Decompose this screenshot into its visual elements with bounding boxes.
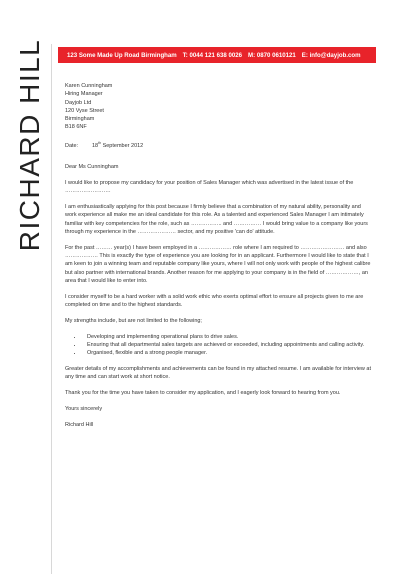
sender-address: 123 Some Made Up Road Birmingham [67, 51, 177, 59]
recipient-line: B18 6NF [65, 124, 87, 131]
signature-name: Richard Hill [65, 421, 94, 428]
letter-body [65, 82, 373, 436]
list-item: • Ensuring that all departmental sales targets are achieved or exceeded, including appointments and calling activity. [83, 341, 373, 349]
sender-name: RICHARD HILL [14, 38, 46, 252]
paragraph-resume: Greater details of my accomplishments and achievements can be found in my attached resume. I am available for interview at any time and can start work at short notice. [65, 365, 372, 381]
vertical-divider [51, 44, 52, 574]
recipient-line: Birmingham [65, 116, 95, 123]
paragraph-thanks: Thank you for the time you have taken to consider my application, and I eagerly look forward to hearing from you. [65, 390, 341, 397]
recipient-line: Karen Cunningham [65, 83, 113, 89]
sender-email: E: info@dayjob.com [301, 51, 361, 59]
closing: Yours sincerely [65, 405, 103, 412]
date-month-year: September 2012 [101, 142, 144, 149]
strengths-list [65, 333, 373, 358]
recipient-line: 120 Vyse Street [65, 107, 104, 114]
recipient-address [65, 82, 373, 132]
paragraph-strengths-intro: My strengths include, but are not limited to the following; [65, 317, 202, 324]
contact-bar [58, 47, 376, 63]
paragraph-work-ethic: I consider myself to be a hard worker with a solid work ethic who exerts optimal effort to ensure all projects given to me are completed on time and to the highest standards. [65, 293, 364, 308]
date-suffix: th [98, 140, 102, 145]
paragraph-experience: For the past ……… year(s) I have been employed in a ……………… role where I am required to …………………… and also ……………… This is exactly the type of experience you are looking for in an applicant. Furthermore I would like to state that I am keen to join a winning team and reputable company like yours, where I will not only work with people of the highest calibre but also partner with international brands. Another reason for me applying to your company is in the field of ………………, an area that I would like to enter into. [65, 244, 371, 284]
sender-mobile: M: 0870 0610121 [248, 51, 296, 59]
letter-date [65, 142, 373, 150]
sender-telephone: T: 0044 121 638 0026 [182, 51, 243, 59]
recipient-line: Hiring Manager [65, 91, 103, 98]
vertical-name-heading [12, 40, 48, 250]
date-label: Date: [65, 142, 79, 149]
list-item: • Organised, flexible and a strong people manager. [83, 349, 373, 357]
paragraph-intro: I would like to propose my candidacy for your position of Sales Manager which was advertised in the latest issue of the ……………………. [65, 179, 354, 195]
list-item: • Developing and implementing operational plans to drive sales. [83, 333, 373, 341]
salutation: Dear Ms Cunningham [65, 164, 119, 171]
paragraph-motivation: I am enthusiastically applying for this post because I firmly believe that a combination of my natural ability, personality and work experience all make me an ideal candidate for this role. As a talented and experienced Sales Manager I am intimately familiar with key competencies for the role, such as …………….. and …………… I would bring value to a company like yours through my experience in the ………………… sector, and my positive 'can do' attitude. [65, 203, 368, 235]
recipient-line: Dayjob Ltd [65, 99, 92, 106]
date-day: 18 [92, 142, 99, 149]
